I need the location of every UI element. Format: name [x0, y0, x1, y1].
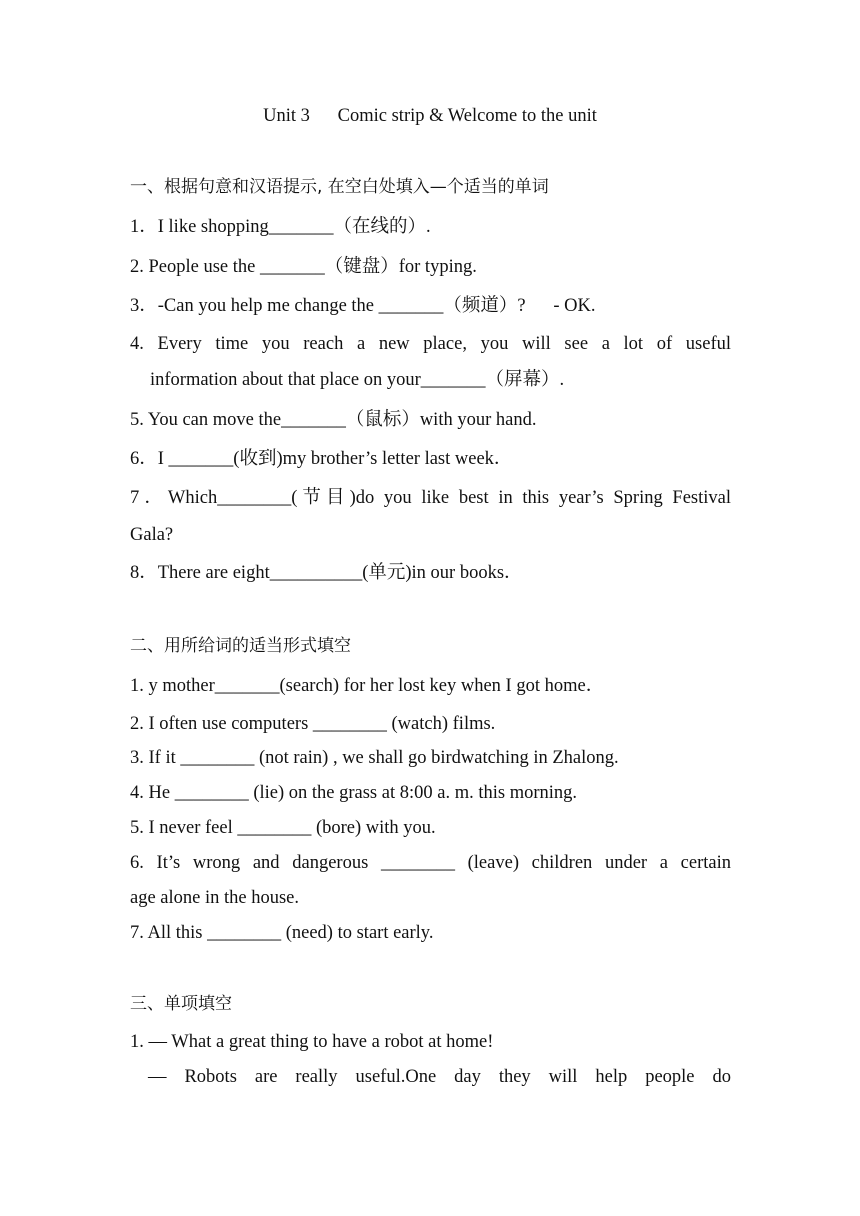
- question-line: 1. y mother_______(search) for her lost key when I got home．: [130, 676, 605, 696]
- question-line: 2. People use the _______（键盘）for typing.: [130, 257, 477, 277]
- question-line: 1．I like shopping_______（在线的）.: [130, 217, 431, 237]
- question-line-continuation: information about that place on your_______（屏幕）.: [150, 370, 565, 390]
- section-heading-word-forms: 二、用所给词的适当形式填空: [130, 636, 351, 656]
- question-line: 4. He ________ (lie) on the grass at 8:00 a. m. this morning.: [130, 783, 578, 803]
- section-heading-vocabulary: 一、根据句意和汉语提示, 在空白处填入—个适当的单词: [130, 177, 549, 197]
- question-line: 7．Which________(节目)do you like best in this year’s Spring Festival: [130, 488, 731, 508]
- question-line: 2. I often use computers ________ (watch) films.: [130, 714, 496, 734]
- question-line: 5. I never feel ________ (bore) with you.: [130, 818, 436, 838]
- question-line: 8．There are eight__________(单元)in our books．: [130, 563, 523, 583]
- question-line: 4. Every time you reach a new place, you will see a lot of useful: [130, 334, 731, 354]
- question-line: 3．-Can you help me change the _______（频道）? - OK.: [130, 296, 596, 316]
- question-line: — Robots are really useful.One day they will help people do: [148, 1067, 731, 1087]
- question-line: 1. — What a great thing to have a robot at home!: [130, 1032, 494, 1052]
- question-line: 6．I _______(收到)my brother’s letter last week．: [130, 449, 513, 469]
- question-line-continuation: Gala?: [130, 525, 174, 545]
- section-heading-multiple-choice: 三、单项填空: [130, 994, 232, 1014]
- question-line: 7. All this ________ (need) to start early.: [130, 923, 434, 943]
- question-line: 6. It’s wrong and dangerous ________ (leave) children under a certain: [130, 853, 731, 873]
- question-line: 5. You can move the_______（鼠标）with your hand.: [130, 410, 537, 430]
- page-title: Unit 3 Comic strip & Welcome to the unit: [263, 106, 597, 126]
- question-line: 3. If it ________ (not rain) , we shall go birdwatching in Zhalong.: [130, 748, 619, 768]
- question-line-continuation: age alone in the house.: [130, 888, 300, 908]
